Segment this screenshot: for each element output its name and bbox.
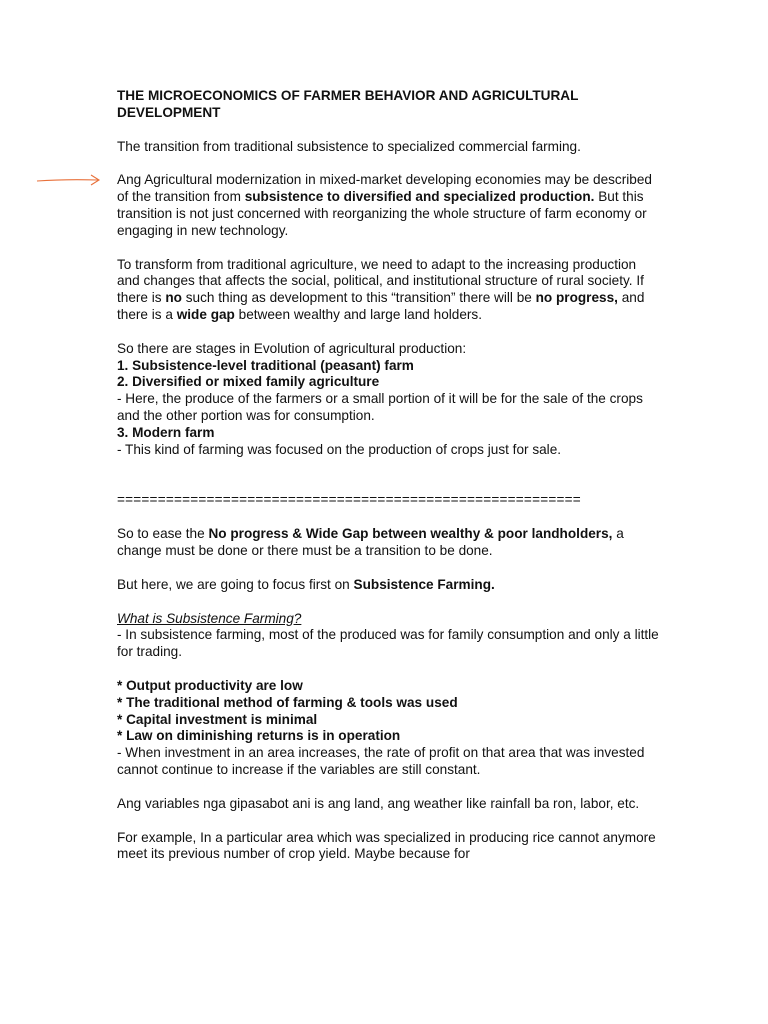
- annotation-arrow-icon: [36, 174, 102, 186]
- text: But here, we are going to focus first on: [117, 576, 354, 592]
- stage-3: [117, 425, 662, 442]
- paragraph-transform: [117, 257, 662, 324]
- paragraph-focus: [117, 577, 662, 594]
- text: such thing as development to this “transition” there will be: [181, 290, 536, 306]
- bold-text: No progress & Wide Gap between wealthy & poor landholders,: [208, 526, 613, 542]
- question-answer: - In subsistence farming, most of the produced was for family consumption and only a little for trading.: [117, 627, 659, 660]
- diminishing-returns-description: - When investment in an area increases, the rate of profit on that area that was invested cannot continue to increase if the variables are still constant.: [117, 745, 645, 777]
- paragraph-example: For example, In a particular area which was specialized in producing rice cannot anymore meet its previous number of crop yield. Maybe because for: [117, 829, 656, 862]
- list-item: [117, 695, 662, 712]
- stage-3-description: - This kind of farming was focused on the production of crops just for sale.: [117, 441, 562, 457]
- bold-text: Subsistence Farming.: [353, 576, 495, 592]
- bold-text: wide gap: [176, 306, 235, 322]
- bold-text: no progress,: [535, 290, 618, 306]
- list-item-text: * Capital investment is minimal: [117, 711, 318, 727]
- stages-section: [117, 341, 662, 459]
- list-item: [117, 712, 662, 729]
- text: between wealthy and large land holders.: [234, 306, 482, 322]
- stage-3-label: 3. Modern farm: [117, 424, 215, 440]
- list-item-text: * The traditional method of farming & tools was used: [117, 694, 458, 710]
- bold-text: no: [165, 290, 182, 306]
- separator-line: =========================================================: [117, 492, 581, 508]
- list-item-text: * Output productivity are low: [117, 677, 303, 693]
- list-item-text: * Law on diminishing returns is in operation: [117, 728, 401, 744]
- list-item: [117, 678, 662, 695]
- stages-intro: So there are stages in Evolution of agricultural production:: [117, 340, 467, 356]
- question-heading: What is Subsistence Farming?: [117, 610, 302, 626]
- stage-2: [117, 374, 662, 391]
- text: and there is a: [117, 290, 645, 322]
- paragraph-ease: [117, 526, 662, 560]
- document-page: [117, 88, 662, 880]
- characteristics-list: [117, 678, 662, 745]
- text: But this transition is not just concerned with reorganizing the whole structure of farm economy or engaging in new technology.: [117, 189, 647, 238]
- paragraph-variables: Ang variables nga gipasabot ani is ang land, ang weather like rainfall ba ron, labor, etc.: [117, 795, 640, 811]
- text: To transform from traditional agriculture, we need to adapt to the increasing production and changes that affects the social, political, and institutional structure of rural society. If there is: [117, 256, 644, 306]
- stage-2-label: 2. Diversified or mixed family agriculture: [117, 374, 380, 390]
- text: Ang Agricultural modernization in mixed-market developing economies may be described of the transition from: [117, 172, 652, 205]
- text: a change must be done or there must be a transition to be done.: [117, 526, 624, 558]
- list-item: [117, 728, 662, 745]
- bold-text: subsistence to diversified and specialized production.: [244, 189, 595, 205]
- document-title: THE MICROECONOMICS OF FARMER BEHAVIOR AND AGRICULTURAL DEVELOPMENT: [117, 88, 579, 120]
- stage-2-description: - Here, the produce of the farmers or a small portion of it will be for the sale of the crops and the other portion was for consumption.: [117, 391, 643, 423]
- paragraph-intro: The transition from traditional subsistence to specialized commercial farming.: [117, 138, 581, 154]
- text: So to ease the: [117, 526, 209, 542]
- paragraph-modernization: [117, 172, 662, 239]
- stage-1-label: 1. Subsistence-level traditional (peasant) farm: [117, 357, 414, 373]
- stage-1: [117, 358, 662, 375]
